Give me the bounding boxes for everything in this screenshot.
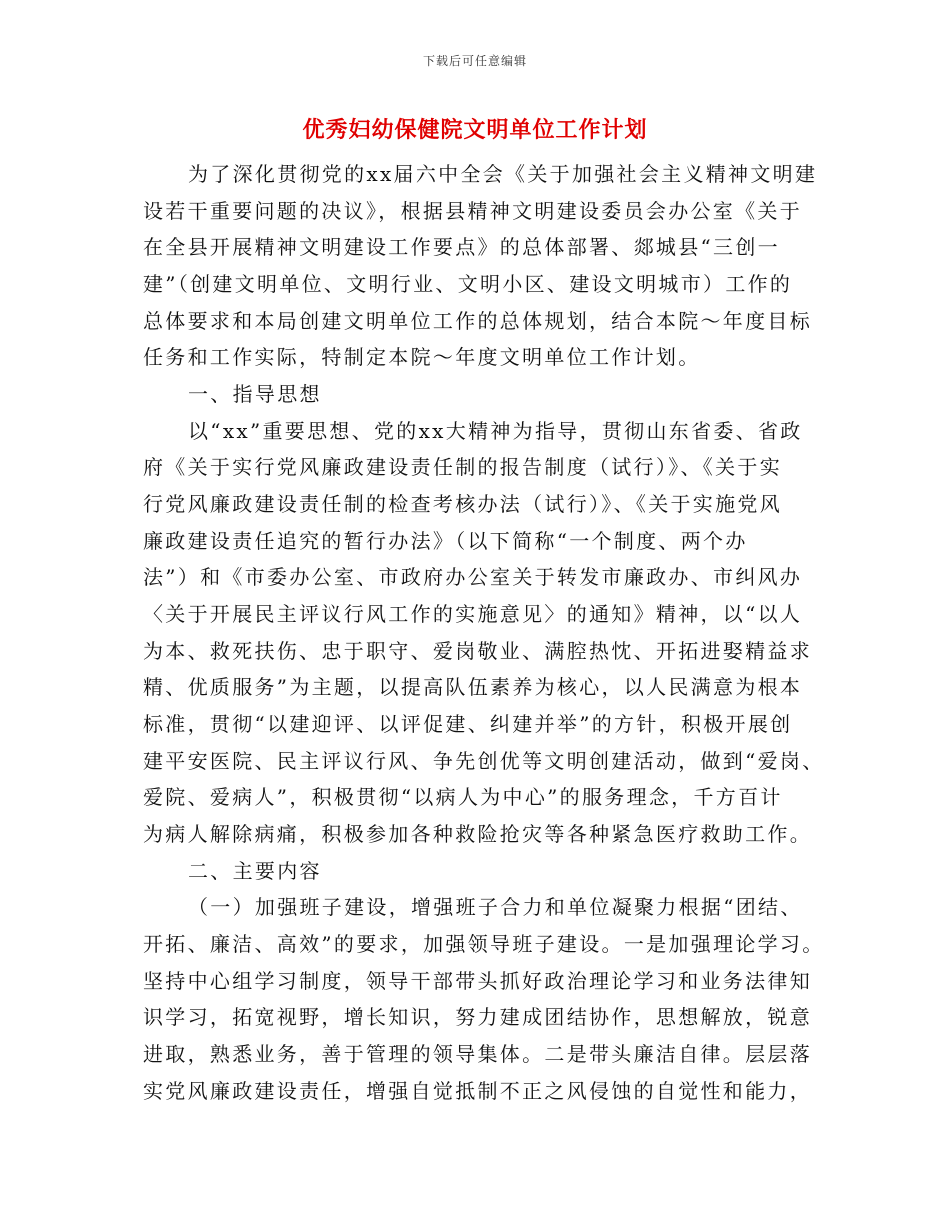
body-line: 识学习，拓宽视野，增长知识，努力建成团结协作，思想解放，锐意	[143, 1005, 812, 1029]
body-line: 设若干重要问题的决议》，根据县精神文明建设委员会办公室《关于	[143, 199, 802, 223]
body-line: 建平安医院、民主评议行风、争先创优等文明创建活动，做到“爱岗、	[143, 749, 825, 773]
section-heading: 二、主要内容	[188, 859, 322, 883]
section-heading: 一、指导思想	[188, 382, 322, 406]
body-line: 开拓、廉洁、高效”的要求，加强领导班子建设。一是加强理论学习。	[143, 932, 825, 956]
body-line: 府《关于实行党风廉政建设责任制的报告制度（试行）》、《关于实	[143, 455, 782, 479]
body-line: 标准，贯彻“以建迎评、以评促建、纠建并举”的方针，积极开展创	[143, 712, 793, 736]
body-line: 爱院、爱病人”，积极贯彻“以病人为中心”的服务理念，千方百计	[143, 785, 783, 809]
body-line: 在全县开展精神文明建设工作要点》的总体部署、郯城县“三创一	[143, 235, 780, 259]
body-line: 建”（创建文明单位、文明行业、文明小区、建设文明城市）工作的	[143, 272, 793, 296]
body-line: 以“xx”重要思想、党的xx大精神为指导，贯彻山东省委、省政	[188, 419, 803, 443]
body-line: 为病人解除病痛，积极参加各种救险抢灾等各种紧急医疗救助工作。	[143, 822, 812, 846]
body-line: 〈关于开展民主评议行风工作的实施意见〉的通知》精神，以“以人	[143, 602, 803, 626]
document-title: 优秀妇幼保健院文明单位工作计划	[302, 117, 648, 143]
body-line: 法”）和《市委办公室、市政府办公室关于转发市廉政办、市纠风办	[143, 565, 803, 589]
body-line: 任务和工作实际，特制定本院～年度文明单位工作计划。	[143, 345, 701, 369]
body-line: 坚持中心组学习制度，领导干部带头抓好政治理论学习和业务法律知	[143, 969, 812, 993]
body-line: （一）加强班子建设，增强班子合力和单位凝聚力根据“团结、	[188, 895, 803, 919]
body-line: 为了深化贯彻党的xx届六中全会《关于加强社会主义精神文明建	[188, 162, 818, 186]
body-line: 行党风廉政建设责任制的检查考核办法（试行）》、《关于实施党风	[143, 492, 782, 516]
body-line: 实党风廉政建设责任，增强自觉抵制不正之风侵蚀的自觉性和能力，	[143, 1079, 812, 1103]
body-line: 廉政建设责任追究的暂行办法》（以下简称“一个制度、两个办	[143, 529, 748, 553]
header-note: 下载后可任意编辑	[422, 54, 527, 68]
body-line: 精、优质服务”为主题，以提高队伍素养为核心，以人民满意为根本	[143, 675, 803, 699]
body-line: 进取，熟悉业务，善于管理的领导集体。二是带头廉洁自律。层层落	[143, 1042, 812, 1066]
body-line: 为本、救死扶伤、忠于职守、爱岗敬业、满腔热忱、开拓进娶精益求	[143, 639, 812, 663]
body-line: 总体要求和本局创建文明单位工作的总体规划，结合本院～年度目标	[143, 309, 812, 333]
